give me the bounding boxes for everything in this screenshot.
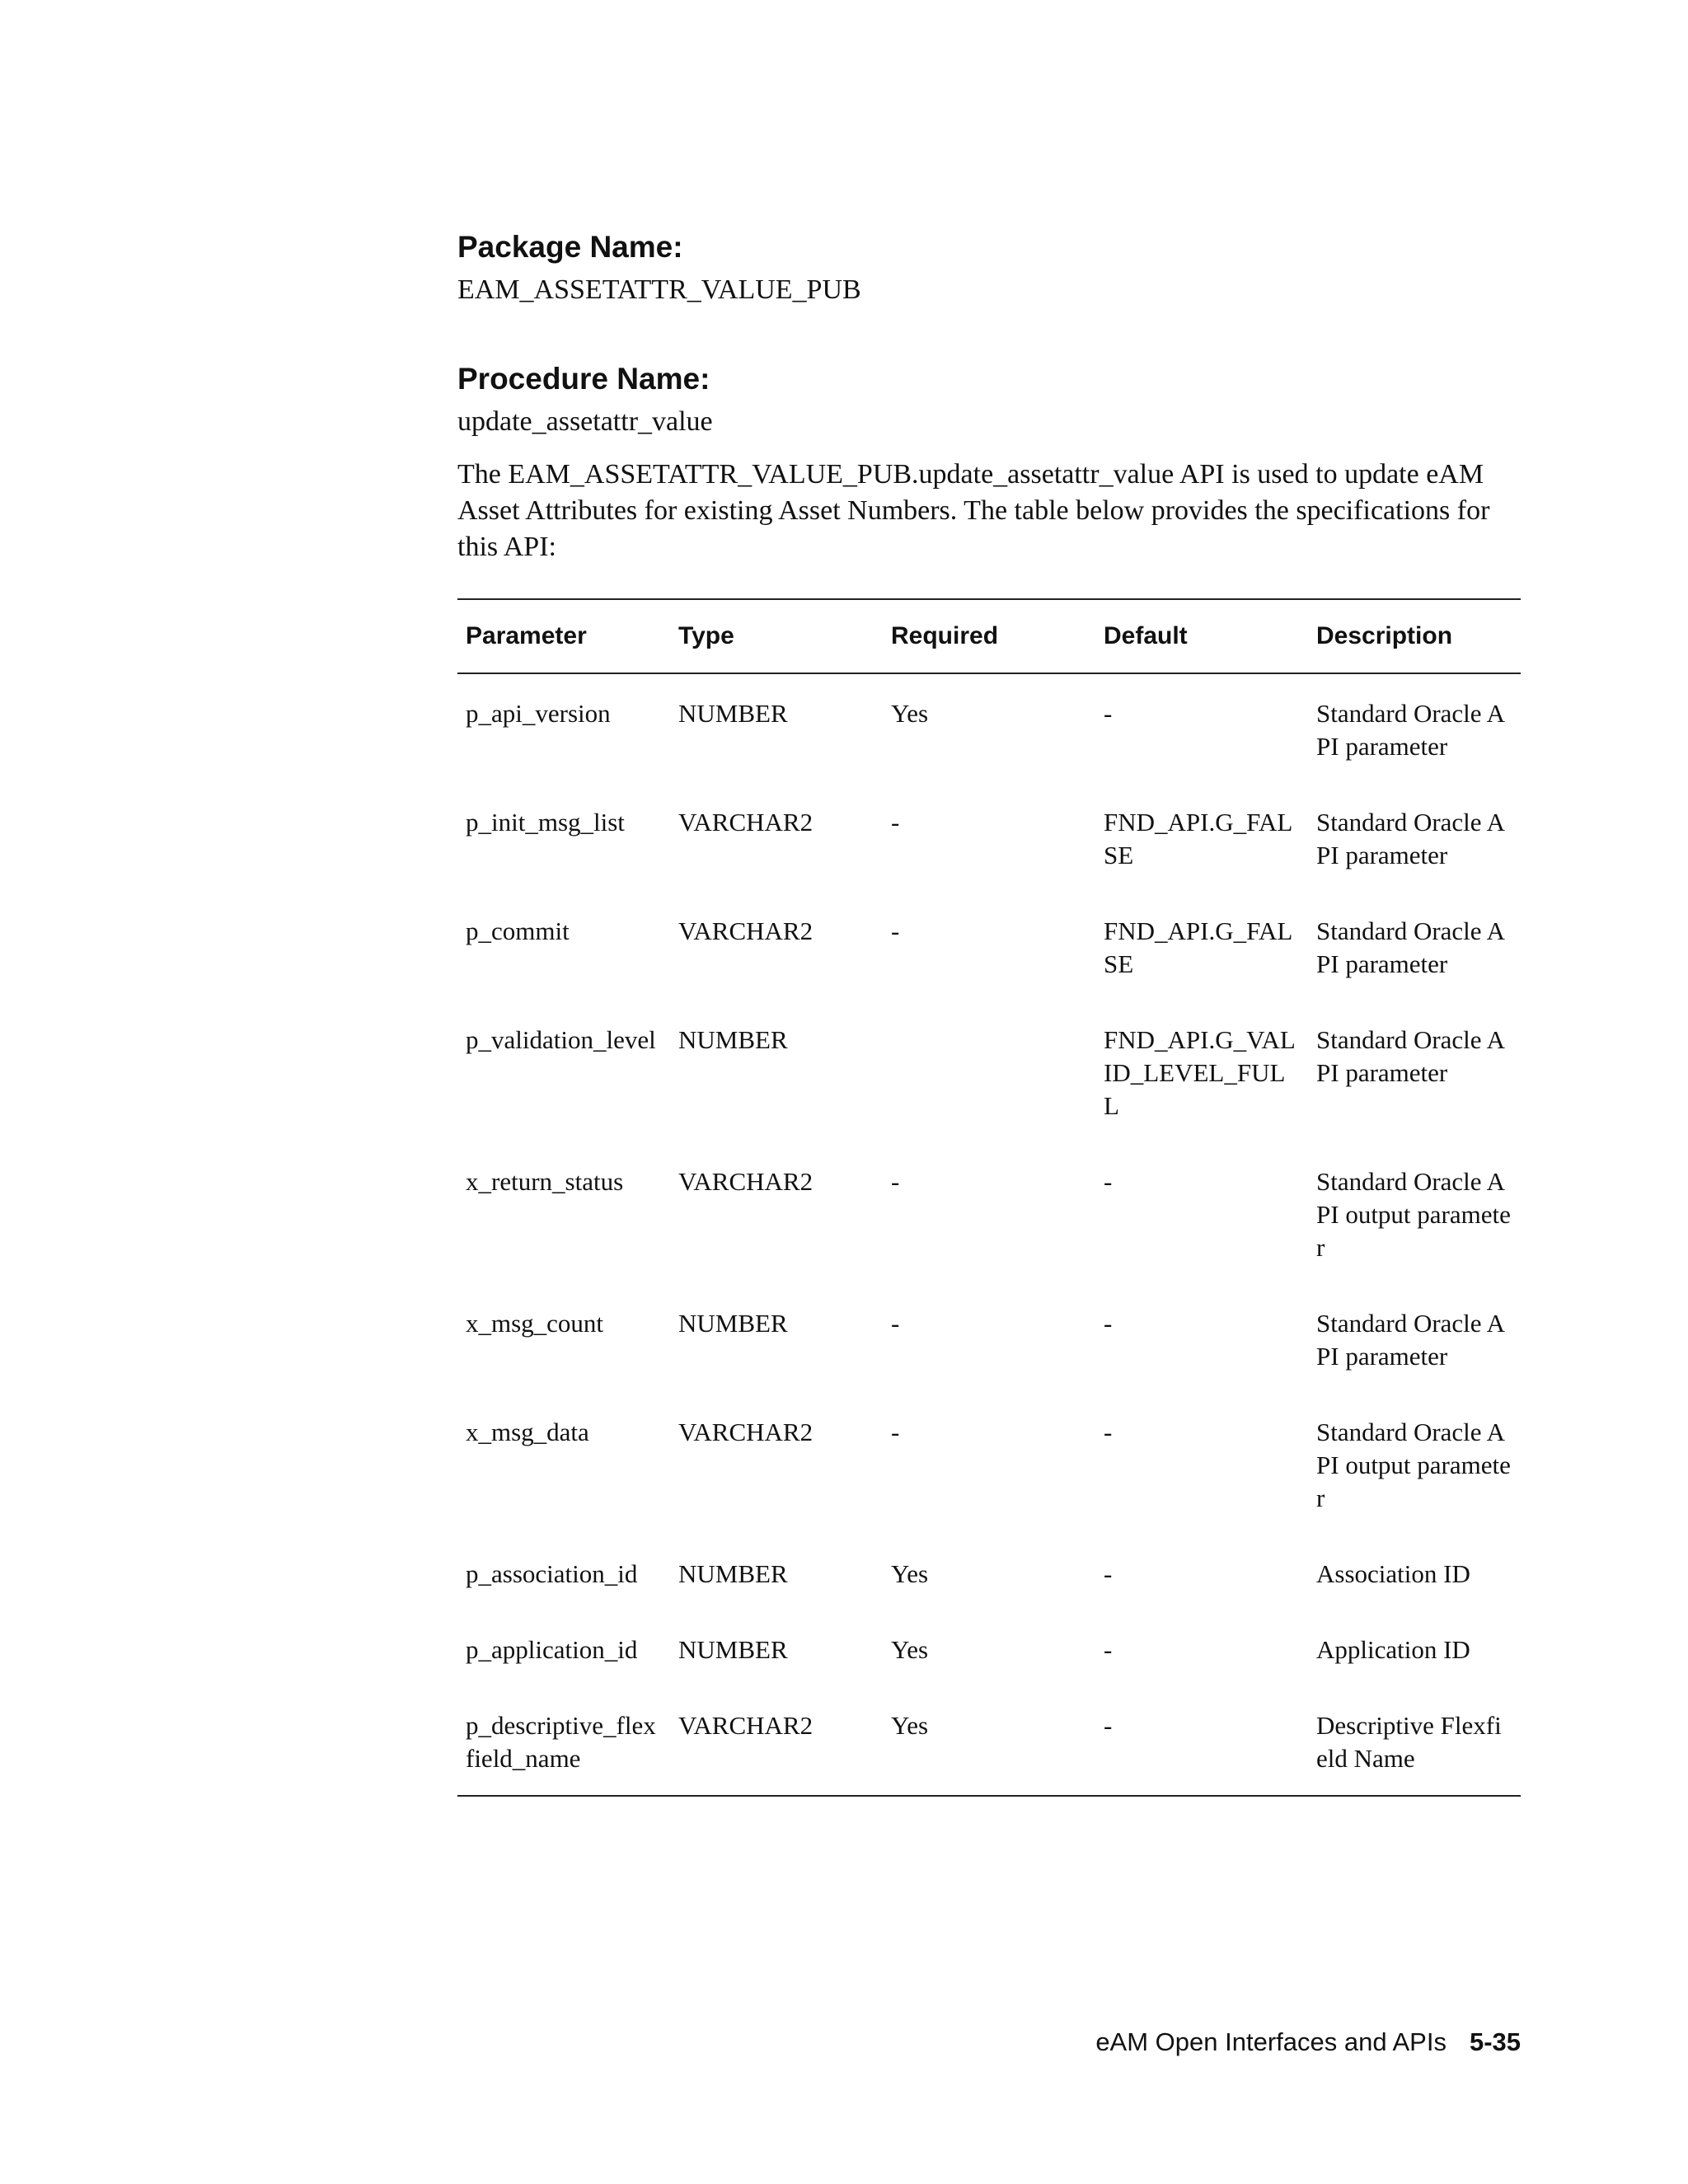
cell-description: Standard Oracle API output parameter (1316, 1167, 1511, 1262)
cell-description: Association ID (1316, 1559, 1470, 1588)
cell-default: - (1104, 699, 1113, 728)
cell-default: - (1104, 1418, 1113, 1446)
cell-required: - (891, 916, 900, 945)
cell-parameter: x_msg_count (466, 1309, 604, 1338)
page-footer (1095, 2026, 1521, 2059)
table-row (457, 1144, 1521, 1286)
cell-parameter: p_init_msg_list (466, 808, 625, 837)
cell-type: NUMBER (678, 1309, 788, 1338)
cell-parameter: p_association_id (466, 1559, 638, 1588)
cell-type: VARCHAR2 (678, 1418, 814, 1446)
cell-parameter: p_descriptive_flexfield_name (466, 1711, 656, 1773)
cell-required: - (891, 1418, 900, 1446)
cell-description: Descriptive Flexfield Name (1316, 1711, 1502, 1773)
page-content (457, 229, 1521, 1797)
page-number: 5-35 (1469, 2027, 1521, 2056)
api-spec-table (457, 598, 1521, 1797)
cell-default: FND_API.G_FALSE (1104, 808, 1293, 869)
table-row (457, 785, 1521, 893)
table-row (457, 1688, 1521, 1796)
cell-parameter: p_application_id (466, 1635, 638, 1664)
table-row (457, 1286, 1521, 1394)
procedure-name-value: update_assetattr_value (457, 406, 713, 437)
cell-type: VARCHAR2 (678, 916, 814, 945)
package-name-heading: Package Name: (457, 230, 683, 264)
cell-parameter: p_validation_level (466, 1025, 656, 1054)
cell-required (883, 1002, 1095, 1144)
cell-type: NUMBER (678, 1559, 788, 1588)
cell-default: - (1104, 1167, 1113, 1196)
cell-type: VARCHAR2 (678, 1711, 814, 1740)
table-row (457, 893, 1521, 1002)
intro-paragraph: The EAM_ASSETATTR_VALUE_PUB.update_assetattr_value API is used to update eAM Asset Attributes for existing Asset Numbers. The table below provides the specifications for this API: (457, 459, 1490, 562)
cell-required: - (891, 808, 900, 837)
procedure-name-heading: Procedure Name: (457, 362, 710, 396)
table-row (457, 1002, 1521, 1144)
cell-default: - (1104, 1711, 1113, 1740)
cell-default: - (1104, 1559, 1113, 1588)
cell-default: - (1104, 1635, 1113, 1664)
cell-parameter: x_return_status (466, 1167, 624, 1196)
cell-type: VARCHAR2 (678, 1167, 814, 1196)
package-name-value: EAM_ASSETATTR_VALUE_PUB (457, 274, 861, 305)
cell-default: FND_API.G_FALSE (1104, 916, 1293, 978)
cell-description: Standard Oracle API parameter (1316, 1025, 1505, 1087)
table-row (457, 673, 1521, 785)
cell-type: NUMBER (678, 1635, 788, 1664)
cell-description: Standard Oracle API parameter (1316, 1309, 1505, 1371)
cell-description: Standard Oracle API parameter (1316, 808, 1505, 869)
footer-section-title: eAM Open Interfaces and APIs (1095, 2027, 1447, 2056)
cell-parameter: p_commit (466, 916, 570, 945)
cell-description: Standard Oracle API parameter (1316, 916, 1505, 978)
column-header-required: Required (883, 599, 1095, 673)
table-row (457, 1394, 1521, 1536)
cell-type: NUMBER (678, 1025, 788, 1054)
column-header-description: Description (1308, 599, 1521, 673)
cell-default: FND_API.G_VALID_LEVEL_FULL (1104, 1025, 1296, 1120)
cell-required: Yes (891, 699, 929, 728)
cell-required: - (891, 1167, 900, 1196)
cell-required: Yes (891, 1711, 929, 1740)
cell-required: Yes (891, 1559, 929, 1588)
table-row (457, 1612, 1521, 1688)
cell-required: Yes (891, 1635, 929, 1664)
cell-parameter: p_api_version (466, 699, 611, 728)
column-header-default: Default (1095, 599, 1308, 673)
table-header-row (457, 599, 1521, 673)
cell-parameter: x_msg_data (466, 1418, 589, 1446)
column-header-parameter: Parameter (457, 599, 670, 673)
table-row (457, 1536, 1521, 1612)
cell-description: Standard Oracle API output parameter (1316, 1418, 1511, 1512)
cell-type: VARCHAR2 (678, 808, 814, 837)
cell-required: - (891, 1309, 900, 1338)
cell-description: Standard Oracle API parameter (1316, 699, 1505, 761)
cell-type: NUMBER (678, 699, 788, 728)
cell-default: - (1104, 1309, 1113, 1338)
cell-description: Application ID (1316, 1635, 1470, 1664)
column-header-type: Type (670, 599, 883, 673)
